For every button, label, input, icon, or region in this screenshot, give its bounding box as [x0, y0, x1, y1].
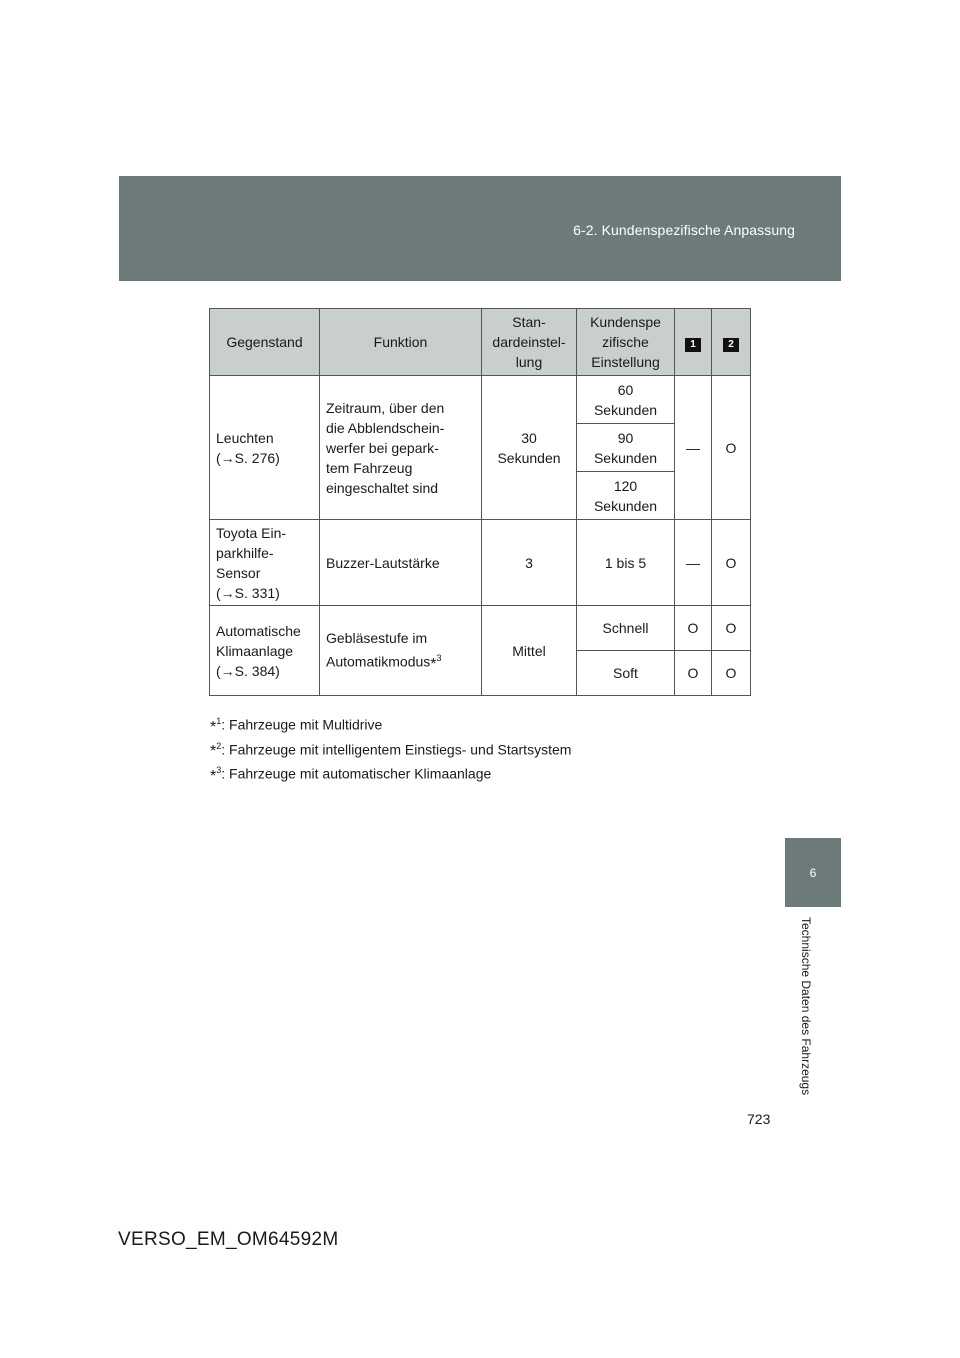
chapter-number: 6 — [809, 866, 817, 880]
row-leuchten-custom-2: 90 Sekunden — [577, 424, 675, 472]
table-row — [210, 606, 751, 651]
chapter-side-tab — [785, 838, 841, 907]
row-klima-function-sup: 3 — [436, 653, 442, 664]
footnote-1-number: 1 — [216, 716, 222, 726]
row-toyota-default: 3 — [482, 520, 577, 606]
settings-table — [209, 308, 751, 696]
row-klima-custom-1: Schnell — [577, 606, 675, 651]
footnote-3-number: 3 — [216, 765, 222, 776]
row-klima-item: Automatische Klimaanlage (→S. 384) — [210, 606, 320, 696]
row-toyota-custom: 1 bis 5 — [577, 520, 675, 606]
footnote-star-icon: * — [430, 655, 437, 673]
header-standard: Stan- dardeinstel- lung — [482, 309, 577, 376]
row-klima-default: Mittel — [482, 606, 577, 696]
number-1-icon: 1 — [685, 338, 701, 352]
footnote-1-text: : Fahrzeuge mit Multidrive — [221, 716, 383, 733]
row-leuchten-custom-3: 120 Sekunden — [577, 472, 675, 520]
row-toyota-item: Toyota Ein- parkhilfe- Sensor (→S. 331) — [210, 520, 320, 606]
footnotes — [210, 711, 571, 785]
chapter-vertical-label: Technische Daten des Fahrzeugs — [799, 917, 813, 1096]
footnote-star-icon: * — [210, 718, 217, 736]
row-toyota-function: Buzzer-Lautstärke — [320, 520, 482, 606]
footnote-star-icon: * — [210, 767, 217, 785]
header-gegenstand: Gegenstand — [210, 309, 320, 376]
row-klima-col1-1: O — [675, 606, 712, 651]
footnote-1 — [210, 711, 571, 736]
chapter-vertical-label-wrap — [798, 917, 814, 1102]
header-icon-2 — [712, 309, 751, 376]
footnote-2-text: : Fahrzeuge mit intelligentem Einstiegs- und Startsystem — [221, 741, 572, 758]
number-2-icon: 2 — [723, 338, 739, 352]
row-klima-function: Gebläsestufe im Automatikmodus — [326, 630, 431, 670]
footnote-star-icon: * — [210, 743, 217, 761]
row-leuchten-item: Leuchten (→S. 276) — [210, 376, 320, 520]
page-number: 723 — [747, 1111, 771, 1127]
table-row — [210, 376, 751, 424]
table-header-row — [210, 309, 751, 376]
chapter-title: 6-2. Kundenspezifische Anpassung — [573, 222, 795, 238]
row-klima-col1-2: O — [675, 651, 712, 696]
footnote-3-text: : Fahrzeuge mit automatischer Klimaanlage — [221, 765, 492, 782]
row-leuchten-default: 30 Sekunden — [482, 376, 577, 520]
row-klima-custom-2: Soft — [577, 651, 675, 696]
header-icon-1 — [675, 309, 712, 376]
row-leuchten-col2: O — [712, 376, 751, 520]
table-row — [210, 520, 751, 606]
row-toyota-col2: O — [712, 520, 751, 606]
row-klima-function-cell — [320, 606, 482, 696]
header-kunden: Kundenspe zifische Einstellung — [577, 309, 675, 376]
row-toyota-col1: — — [675, 520, 712, 606]
row-leuchten-function: Zeitraum, über den die Abblendschein- werfer bei gepark- tem Fahrzeug eingeschaltet sind — [320, 376, 482, 520]
chapter-header-band — [119, 176, 841, 281]
row-leuchten-custom-1: 60 Sekunden — [577, 376, 675, 424]
footnote-3 — [210, 760, 571, 785]
footnote-2-number: 2 — [216, 740, 222, 751]
row-leuchten-col1: — — [675, 376, 712, 520]
row-klima-col2-1: O — [712, 606, 751, 651]
header-funktion: Funktion — [320, 309, 482, 376]
footnote-2 — [210, 736, 571, 761]
document-code: VERSO_EM_OM64592M — [118, 1229, 339, 1250]
row-klima-col2-2: O — [712, 651, 751, 696]
